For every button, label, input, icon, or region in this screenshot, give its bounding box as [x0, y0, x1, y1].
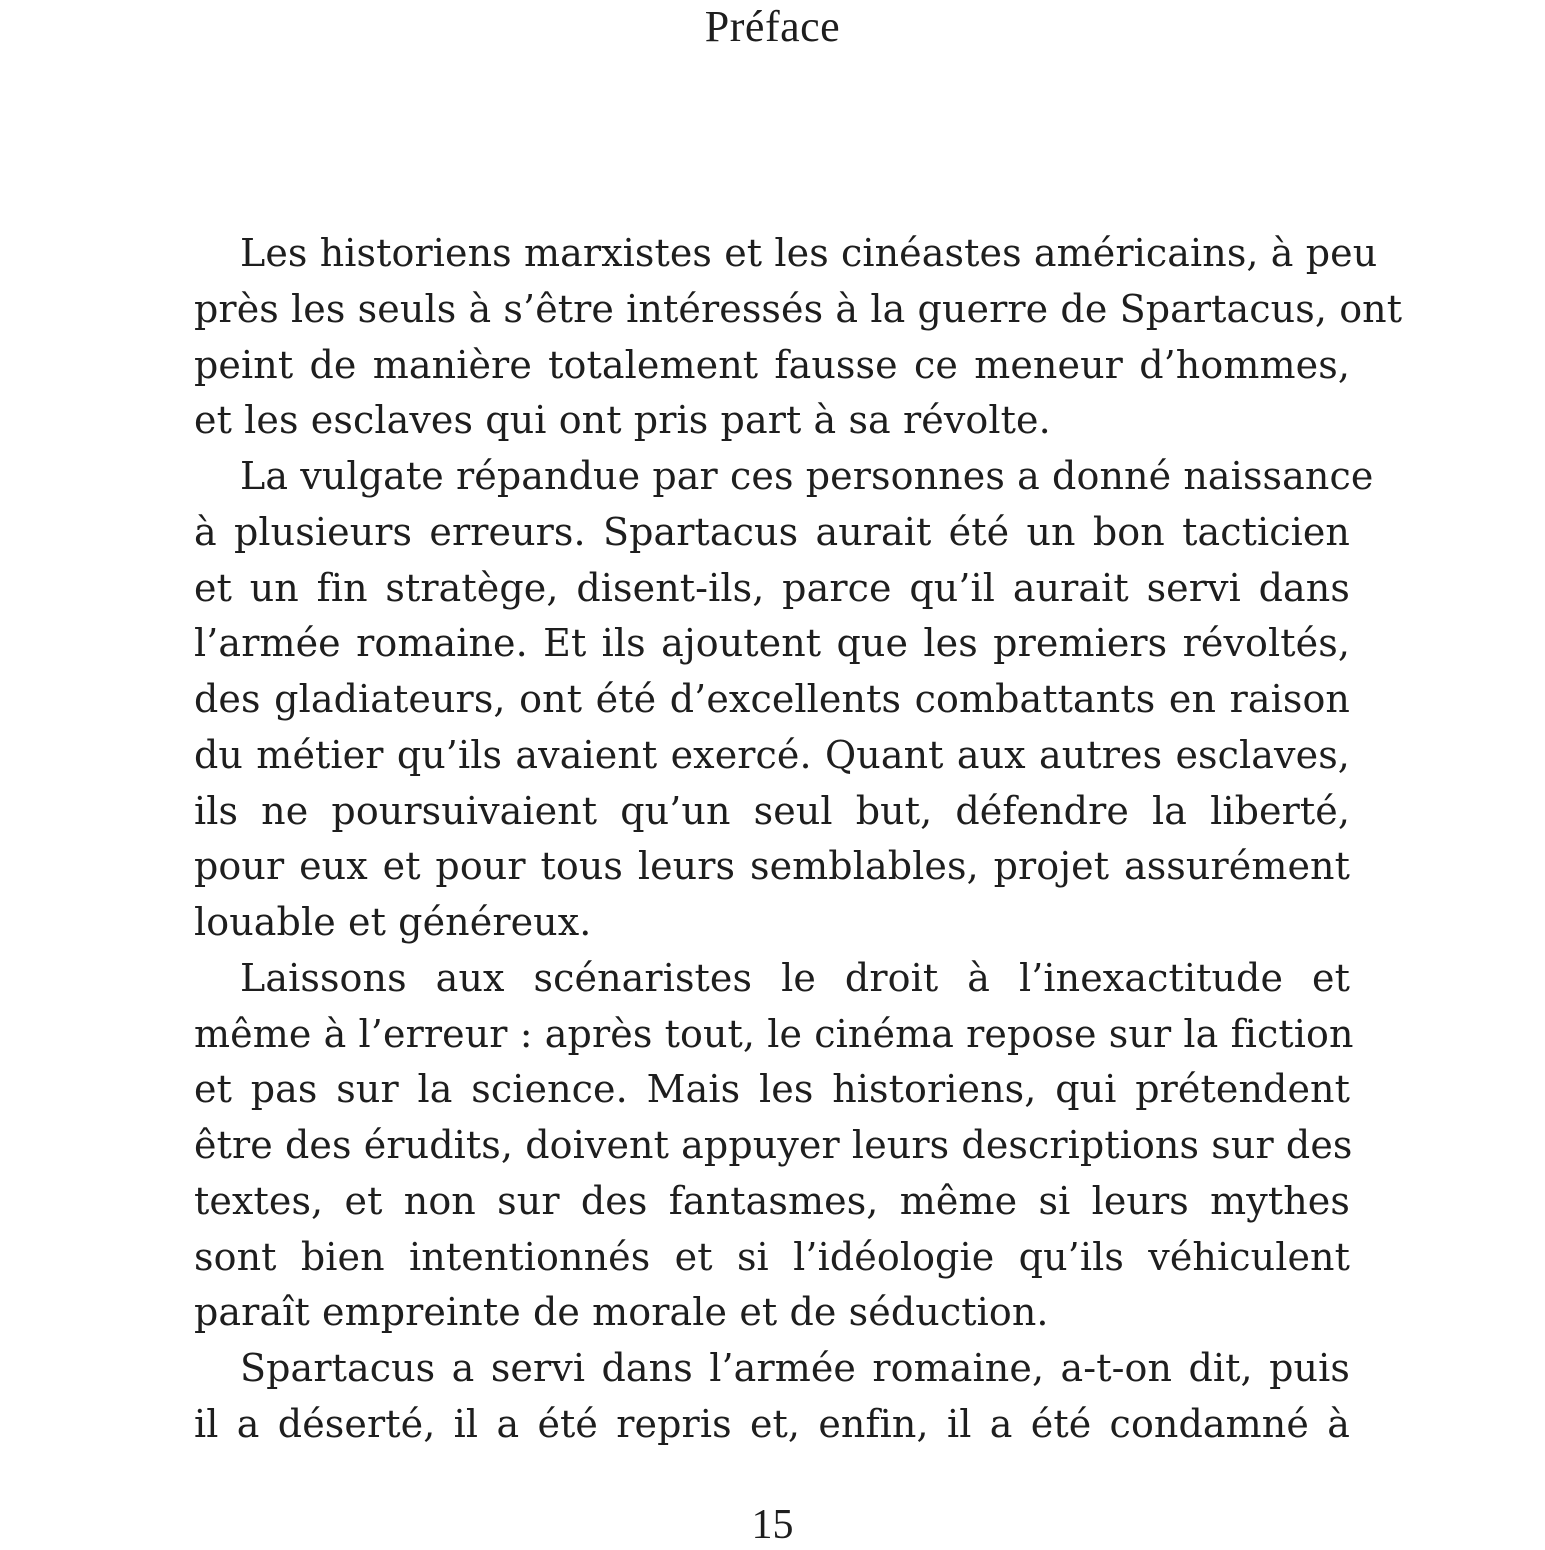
text-line: Laissons aux scénaristes le droit à l’inexactitude et: [240, 955, 1350, 1000]
text-line: il a déserté, il a été repris et, enfin, il a été condamné à: [194, 1401, 1350, 1446]
text-line: louable et généreux.: [194, 900, 592, 944]
text-line: Les historiens marxistes et les cinéastes américains, à peu: [240, 231, 1378, 275]
text-line: peint de manière totalement fausse ce meneur d’hommes,: [194, 342, 1350, 387]
body-text: [194, 226, 1403, 1453]
text-line: paraît empreinte de morale et de séduction.: [194, 1290, 1049, 1335]
paragraph: [194, 449, 1374, 951]
text-line: et pas sur la science. Mais les historiens, qui prétendent: [194, 1067, 1350, 1112]
text-line: et les esclaves qui ont pris part à sa révolte.: [194, 398, 1051, 443]
text-line: pour eux et pour tous leurs semblables, projet assurément: [194, 844, 1350, 889]
text-line: près les seuls à s’être intéressés à la guerre de Spartacus, ont: [194, 286, 1403, 331]
text-line: des gladiateurs, ont été d’excellents combattants en raison: [194, 677, 1350, 721]
text-line: sont bien intentionnés et si l’idéologie qu’ils véhiculent: [194, 1234, 1350, 1279]
paragraph: [194, 226, 1403, 449]
text-line: même à l’erreur : après tout, le cinéma repose sur la fiction: [194, 1011, 1354, 1056]
page-number: 15: [751, 1502, 794, 1548]
text-line: du métier qu’ils avaient exercé. Quant aux autres esclaves,: [194, 732, 1350, 777]
text-line: La vulgate répandue par ces personnes a donné naissance: [240, 454, 1374, 498]
paragraph: [194, 1341, 1350, 1453]
text-line: Spartacus a servi dans l’armée romaine, a-t-on dit, puis: [240, 1346, 1350, 1390]
text-line: l’armée romaine. Et ils ajoutent que les premiers révoltés,: [194, 621, 1350, 666]
text-line: à plusieurs erreurs. Spartacus aurait été un bon tacticien: [194, 509, 1350, 554]
text-line: être des érudits, doivent appuyer leurs descriptions sur des: [194, 1123, 1353, 1167]
text-line: textes, et non sur des fantasmes, même si leurs mythes: [194, 1178, 1350, 1223]
text-line: ils ne poursuivaient qu’un seul but, défendre la liberté,: [194, 788, 1350, 833]
paragraph: [194, 951, 1354, 1341]
running-head-title: Préface: [704, 2, 841, 51]
text-line: et un fin stratège, disent-ils, parce qu’il aurait servi dans: [194, 565, 1350, 610]
